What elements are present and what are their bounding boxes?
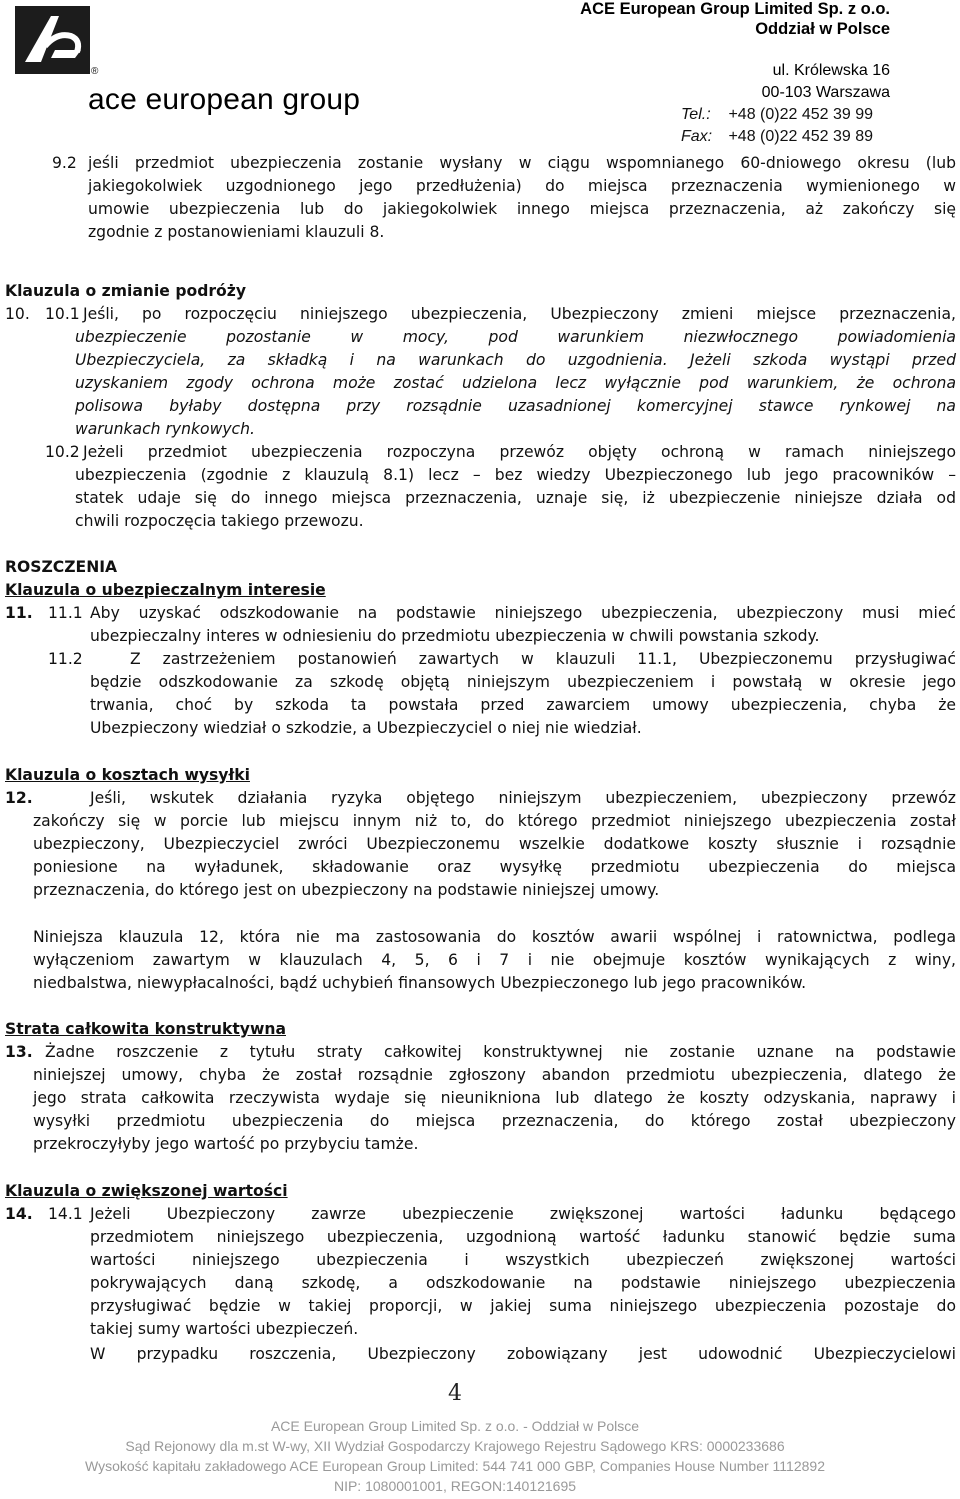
- text-line: Ubezpieczony wiedział o szkodzie, a Ubezpieczyciel o niej nie wiedział.: [90, 719, 642, 737]
- tel-label: Tel.:: [681, 106, 711, 123]
- text-line: Ubezpieczyciela, za składką i na warunkach do uzgodnienia. Jeżeli szkoda wystąpi przed: [75, 351, 956, 369]
- text-line: wysyłki przedmiotu ubezpieczenia do miejsca przeznaczenia, do którego został ubezpieczony: [33, 1112, 956, 1130]
- text-line: przysługiwać będzie w takiej proporcji, w jakiej suma niniejszego ubezpieczenia pozostaje do: [90, 1297, 956, 1315]
- heading-strata-calkowita: Strata całkowita konstruktywna: [5, 1020, 286, 1038]
- text-line: wartości niniejszego ubezpieczenia i wszystkich ubezpieczeń zwiększonej wartości: [90, 1251, 956, 1269]
- footer-line-2: Sąd Rejonowy dla m.st W-wy, XII Wydział Gospodarczy Krajowego Rejestru Sądowego KRS: 0000233686: [125, 1438, 785, 1454]
- brand-name: ace european group: [88, 83, 361, 116]
- clause-10-2-number: 10.2: [45, 443, 80, 461]
- text-line: Jeśli, wskutek działania ryzyka objętego niniejszym ubezpieczeniem, ubezpieczony przewóz: [90, 789, 956, 807]
- text-line: umowie ubezpieczenia lub do jakiegokolwiek innego miejsca przeznaczenia, aż zakończy się: [88, 200, 956, 218]
- text-line: polisowa byłaby dostępna przy rozsądnie uzasadnionej komercyjnej stawce rynkowej na: [75, 397, 956, 415]
- footer-line-1: ACE European Group Limited Sp. z o.o. - Oddział w Polsce: [270, 1418, 640, 1434]
- clause-12-body: [33, 810, 956, 902]
- clause-11-2-body: [90, 671, 956, 740]
- clause-14-paragraph-2: [90, 1343, 956, 1366]
- clause-14-number: 14.: [5, 1205, 33, 1223]
- clause-12-first-line: [90, 787, 956, 810]
- text-line: poniesione na wyładunek, składowanie oraz wysyłkę przedmiotu ubezpieczenia do miejsca: [33, 858, 956, 876]
- text-line: ubezpieczalny interes w odniesieniu do przedmiotu ubezpieczenia w chwili powstania szkody.: [90, 627, 820, 645]
- clause-14-1-number: 14.1: [48, 1205, 83, 1223]
- clause-10-1-number: 10.1: [45, 305, 80, 323]
- text-line: Aby uzyskać odszkodowanie na podstawie niniejszego ubezpieczenia, ubezpieczony musi mieć: [90, 604, 956, 622]
- fax-value: +48 (0)22 452 39 89: [728, 128, 874, 145]
- header-branch: Oddział w Polsce: [755, 20, 890, 38]
- text-line: Jeśli, po rozpoczęciu niniejszego ubezpieczenia, Ubezpieczony zmieni miejsce przeznaczenia,: [83, 305, 956, 323]
- fax-label: Fax:: [681, 128, 713, 145]
- text-line: pokrywających daną szkodę, a odszkodowanie na podstawie niniejszego ubezpieczenia: [90, 1274, 956, 1292]
- text-line: Żadne roszczenie z tytułu straty całkowitej konstruktywnej nie zostanie uznane na podstawie: [45, 1043, 956, 1061]
- header-company: ACE European Group Limited Sp. z o.o.: [580, 0, 890, 18]
- text-line: warunkach rynkowych.: [75, 420, 255, 438]
- text-line: niedbalstwa, niewypłacalności, bądź uchybień finansowych Ubezpieczonego lub jego pracowników.: [33, 974, 807, 992]
- clause-11-1-body: [90, 602, 956, 648]
- text-line: W przypadku roszczenia, Ubezpieczony zobowiązany jest udowodnić Ubezpieczycielowi: [90, 1345, 956, 1363]
- clause-10-number: 10.: [5, 305, 30, 323]
- heading-zmiana-podrozy: Klauzula o zmianie podróży: [5, 282, 246, 300]
- text-line: Z zastrzeżeniem postanowień zawartych w klauzuli 11.1, Ubezpieczonemu przysługiwać: [130, 650, 956, 668]
- header-tel: [681, 106, 873, 124]
- text-line: zgodnie z postanowieniami klauzuli 8.: [88, 223, 385, 241]
- footer-line-3: Wysokość kapitału zakładowego ACE European Group Limited: 544 741 000 GBP, Companies House Number 1112892: [85, 1458, 825, 1474]
- clause-14-1-body: [90, 1203, 956, 1341]
- clause-10-2-body: [75, 464, 956, 533]
- text-line: wyłączeniom zawartym w klauzulach 4, 5, 6 i 7 i nie obejmuje kosztów wynikających z winy,: [33, 951, 956, 969]
- company-logo: [15, 6, 90, 74]
- clause-13-number: 13.: [5, 1043, 33, 1061]
- clause-10-1-first-line: [83, 303, 956, 326]
- clause-10-1-body: [75, 326, 956, 441]
- text-line: Niniejsza klauzula 12, która nie ma zastosowania do kosztów awarii wspólnej i ratownictwa, podlega: [33, 928, 956, 946]
- text-line: jakiegokolwiek uzgodnionego jego przedłużenia) do miejsca przeznaczenia wymienionego w: [88, 177, 956, 195]
- text-line: Jeżeli przedmiot ubezpieczenia rozpoczyna przewóz objęty ochroną w ramach niniejszego: [83, 443, 956, 461]
- clause-11-number: 11.: [5, 604, 33, 622]
- text-line: niniejszej umowy, chyba że został rozsądnie zgłoszony abandon przedmiotu ubezpieczenia, dlatego że: [33, 1066, 956, 1084]
- clause-11-2-number: 11.2: [48, 650, 83, 668]
- clause-12-paragraph-2: [33, 926, 956, 995]
- text-line: jego strata całkowita rzeczywista wydaje się nieuniknionа lub dlatego że koszty odzyskania, naprawy i: [33, 1089, 956, 1107]
- text-line: Jeżeli Ubezpieczony zawrze ubezpieczenie zwiększonej wartości ładunku będącego: [90, 1205, 956, 1223]
- text-line: przeznaczenia, do którego jest on ubezpieczony na podstawie niniejszej umowy.: [33, 881, 660, 899]
- registered-mark: ®: [91, 66, 99, 77]
- text-line: statek udaje się do innego miejsca przeznaczenia, uznaje się, iż ubezpieczenie niniejsze działa od: [75, 489, 956, 507]
- text-line: ubezpieczony, Ubezpieczyciel zwróci Ubezpieczonemu wszelkie dodatkowe koszty słusznie i rozsądnie: [33, 835, 956, 853]
- clause-13-body: [33, 1064, 956, 1156]
- text-line: chwili rozpoczęcia takiego przewozu.: [75, 512, 364, 530]
- clause-9-2-line-1: [88, 152, 956, 175]
- text-line: takiej sumy wartości ubezpieczeń.: [90, 1320, 359, 1338]
- text-line: zakończy się w porcie lub miejscu innym niż to, do którego przedmiot niniejszego ubezpieczenia został: [33, 812, 956, 830]
- text-line: trwania, choć by szkoda ta powstała przed zawarciem umowy ubezpieczenia, chyba że: [90, 696, 956, 714]
- page-number: 4: [448, 1381, 462, 1406]
- text-line: ubezpieczenie pozostanie w mocy, pod warunkiem niezwłocznego powiadomienia: [75, 328, 956, 346]
- heading-roszczenia: ROSZCZENIA: [5, 558, 118, 576]
- header-city: 00-103 Warszawa: [761, 84, 890, 101]
- text-line: uzyskaniem zgody ochrona może zostać udzielona lecz wyłącznie pod warunkiem, że ochrona: [75, 374, 956, 392]
- clause-9-2-number: 9.2: [52, 154, 77, 172]
- text-line: przedmiotem niniejszego ubezpieczenia, uzgodnioną wartość ładunku stanowić będzie suma: [90, 1228, 956, 1246]
- clause-9-2-body: [88, 175, 956, 244]
- heading-zwiekszona-wartosc: Klauzula o zwiększonej wartości: [5, 1182, 288, 1200]
- clause-10-2-first-line: [83, 441, 956, 464]
- text-line: ubezpieczenia (zgodnie z klauzulą 8.1) lecz – bez wiedzy Ubezpieczonego lub jego pracowników –: [75, 466, 956, 484]
- header-fax: [681, 128, 873, 146]
- tel-value: +48 (0)22 452 39 99: [728, 106, 874, 123]
- text-line: będzie odszkodowanie za szkodę objętą niniejszym ubezpieczeniem i powstałą w okresie jego: [90, 673, 956, 691]
- heading-ubezpieczalny-interes: Klauzula o ubezpieczalnym interesie: [5, 581, 326, 599]
- header-street: ul. Królewska 16: [772, 62, 890, 79]
- clause-11-2-first-line: [130, 648, 956, 671]
- clause-13-first-line: [45, 1041, 956, 1064]
- footer-line-4: NIP: 1080001001, REGON:140121695: [333, 1478, 577, 1494]
- clause-11-1-number: 11.1: [48, 604, 83, 622]
- clause-12-number: 12.: [5, 789, 33, 807]
- heading-koszty-wysylki: Klauzula o kosztach wysyłki: [5, 766, 250, 784]
- text-line: przekroczyłyby jego wartość po przybyciu tamże.: [33, 1135, 419, 1153]
- text-line: jeśli przedmiot ubezpieczenia zostanie wysłany w ciągu wspomnianego 60-dniowego okresu (lub: [88, 154, 956, 172]
